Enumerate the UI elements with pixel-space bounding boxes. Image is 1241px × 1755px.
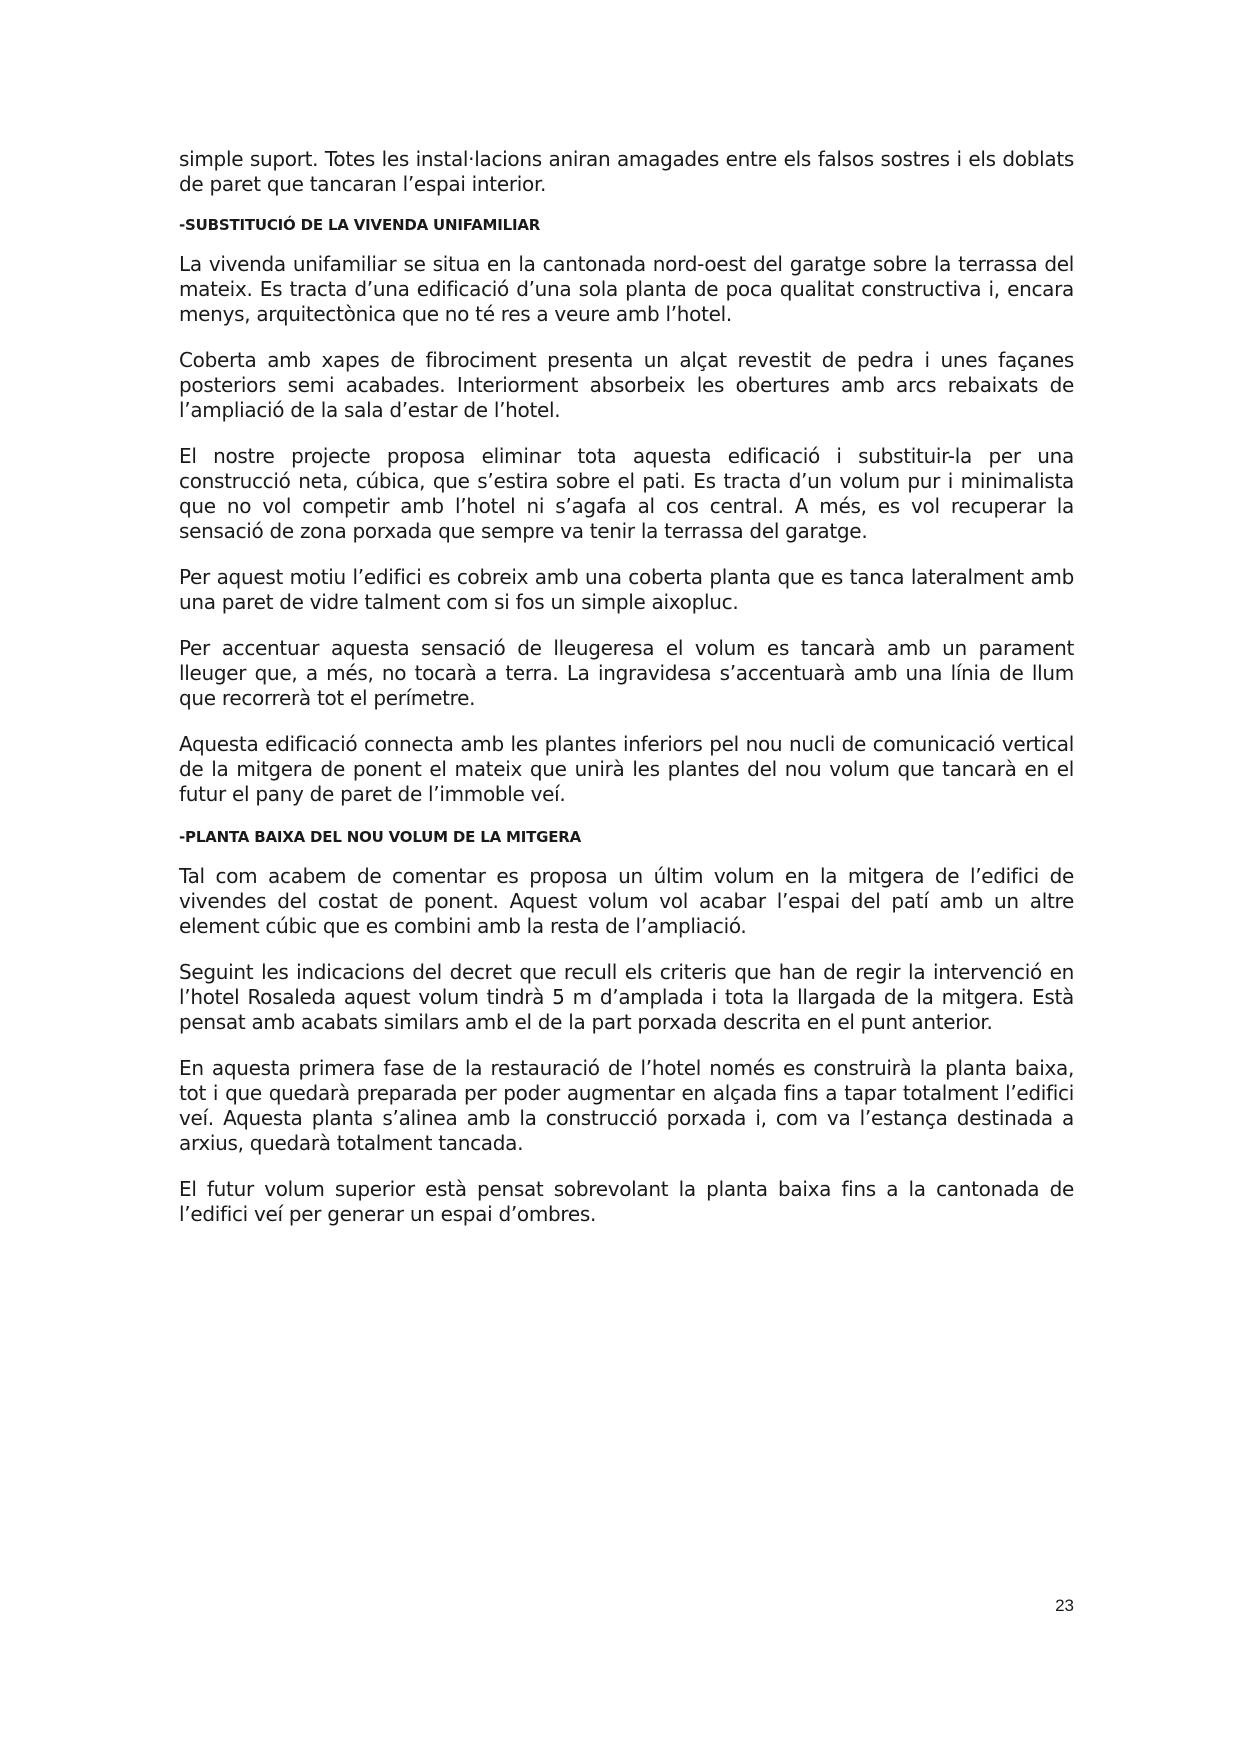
body-paragraph: Per accentuar aquesta sensació de lleugeresa el volum es tancarà amb un parament lleuger que, a més, no tocarà a terra. La ingravidesa s’accentuarà amb una línia de llum que recorrerà tot el perímetre.	[179, 636, 1074, 710]
body-paragraph: En aquesta primera fase de la restauració de l’hotel només es construirà la planta baixa, tot i que quedarà preparada per poder augmentar en alçada fins a tapar totalment l’edifici veí. Aquesta planta s’alinea amb la construcció porxada i, com va l’estança destinada a arxius, quedarà totalment tancada.	[179, 1056, 1074, 1155]
body-paragraph: Aquesta edificació connecta amb les plantes inferiors pel nou nucli de comunicació vertical de la mitgera de ponent el mateix que unirà les plantes del nou volum que tancarà en el futur el pany de paret de l’immoble veí.	[179, 732, 1074, 806]
intro-paragraph: simple suport. Totes les instal·lacions aniran amagades entre els falsos sostres i els doblats de paret que tancaran l’espai interior.	[179, 147, 1074, 196]
body-paragraph: Coberta amb xapes de fibrociment presenta un alçat revestit de pedra i unes façanes posteriors semi acabades. Interiorment absorbeix les obertures amb arcs rebaixats de l’ampliació de la sala d’estar de l’hotel.	[179, 348, 1074, 422]
body-paragraph: El nostre projecte proposa eliminar tota aquesta edificació i substituir-la per una construcció neta, cúbica, que s’estira sobre el pati. Es tracta d’un volum pur i minimalista que no vol competir amb l’hotel ni s’agafa al cos central. A més, es vol recuperar la sensació de zona porxada que sempre va tenir la terrassa del garatge.	[179, 444, 1074, 543]
page-number: 23	[1055, 1596, 1074, 1615]
section-heading-planta-baixa: -PLANTA BAIXA DEL NOU VOLUM DE LA MITGERA	[179, 828, 582, 846]
document-page	[179, 147, 1074, 1248]
body-paragraph: El futur volum superior està pensat sobrevolant la planta baixa fins a la cantonada de l’edifici veí per generar un espai d’ombres.	[179, 1177, 1074, 1226]
body-paragraph: Tal com acabem de comentar es proposa un últim volum en la mitgera de l’edifici de vivendes del costat de ponent. Aquest volum vol acabar l’espai del patí amb un altre element cúbic que es combini amb la resta de l’ampliació.	[179, 864, 1074, 938]
body-paragraph: Per aquest motiu l’edifici es cobreix amb una coberta planta que es tanca lateralment amb una paret de vidre talment com si fos un simple aixopluc.	[179, 565, 1074, 614]
section-heading-substitucio: -SUBSTITUCIÓ DE LA VIVENDA UNIFAMILIAR	[179, 216, 541, 234]
body-paragraph: Seguint les indicacions del decret que recull els criteris que han de regir la intervenció en l’hotel Rosaleda aquest volum tindrà 5 m d’amplada i tota la llargada de la mitgera. Està pensat amb acabats similars amb el de la part porxada descrita en el punt anterior.	[179, 960, 1074, 1034]
body-paragraph: La vivenda unifamiliar se situa en la cantonada nord-oest del garatge sobre la terrassa del mateix. Es tracta d’una edificació d’una sola planta de poca qualitat constructiva i, encara menys, arquitectònica que no té res a veure amb l’hotel.	[179, 252, 1074, 326]
